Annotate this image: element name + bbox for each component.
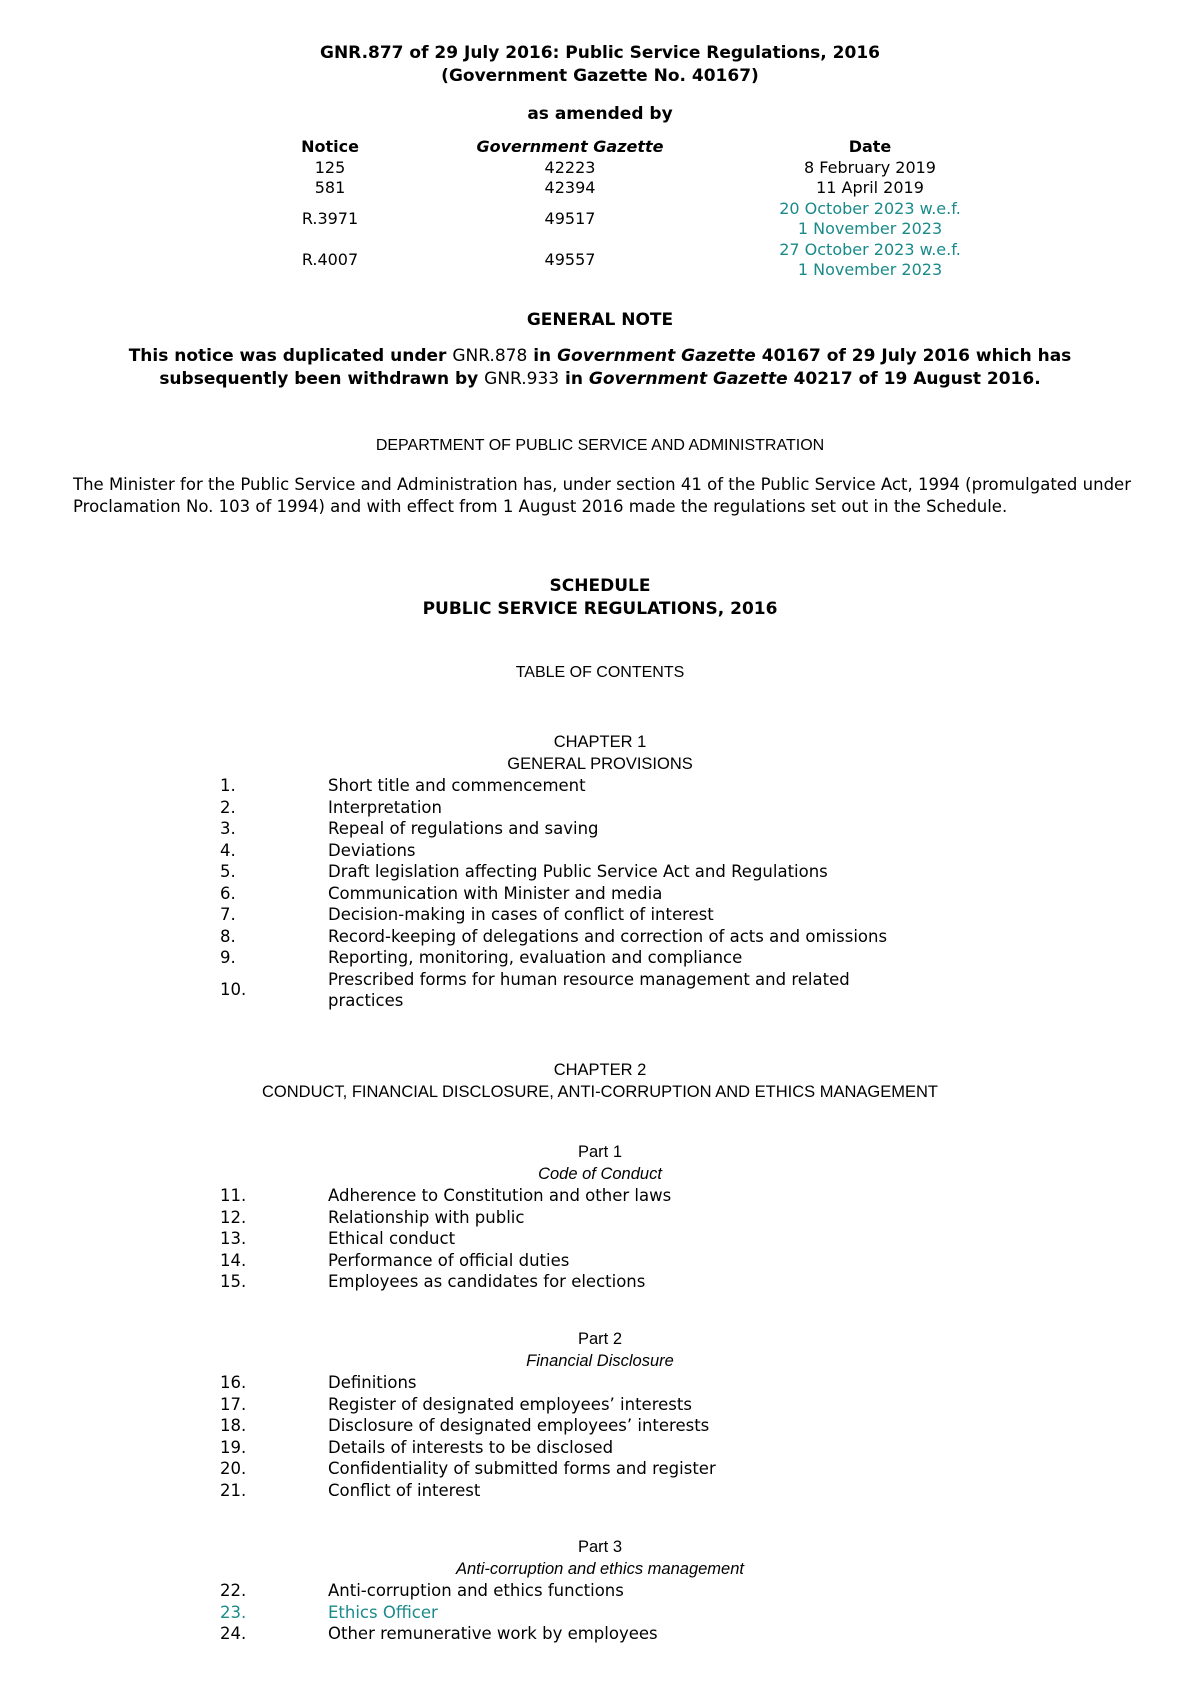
amendments-header-row xyxy=(270,137,990,158)
part-title: Financial Disclosure xyxy=(526,1351,674,1370)
part-title: Code of Conduct xyxy=(538,1164,662,1183)
toc-item-text[interactable]: Disclosure of designated employees’ interests xyxy=(328,1416,710,1435)
toc-item[interactable] xyxy=(220,861,980,883)
gn-text-part: 40217 of 19 August 2016. xyxy=(787,369,1041,389)
toc-item-number: 23. xyxy=(220,1602,247,1622)
toc-item-number: 18. xyxy=(220,1416,247,1435)
notice-cell: 125 xyxy=(314,157,346,177)
toc-item-text[interactable]: Deviations xyxy=(328,840,416,860)
toc-item-number: 7. xyxy=(220,905,236,924)
part-label: Part 2 xyxy=(577,1330,623,1348)
part-3-list xyxy=(220,1580,980,1645)
toc-item-number: 10. xyxy=(220,980,247,1000)
toc-item-text[interactable]: Relationship with public xyxy=(328,1207,525,1227)
gn-text-part: This notice was duplicated under xyxy=(128,346,453,366)
date-line-1: 8 February 2019 xyxy=(804,157,936,177)
toc-item-text[interactable]: Decision-making in cases of conflict of interest xyxy=(328,905,714,924)
toc-item-text[interactable]: Interpretation xyxy=(328,797,442,817)
chapter-1-list xyxy=(220,775,980,1012)
toc-item[interactable] xyxy=(220,1394,980,1416)
toc-item[interactable] xyxy=(220,775,980,797)
date-link-line-1[interactable]: 20 October 2023 w.e.f. xyxy=(779,198,961,218)
part-label: Part 1 xyxy=(577,1143,623,1161)
part-3-heading xyxy=(0,1537,1200,1580)
schedule-heading xyxy=(0,575,1200,621)
toc-item-number: 19. xyxy=(220,1437,247,1457)
toc-item[interactable] xyxy=(220,1623,980,1645)
date-cell xyxy=(750,178,990,199)
toc-item[interactable] xyxy=(220,1228,980,1250)
amendment-row xyxy=(270,199,990,240)
general-note-text xyxy=(80,345,1120,391)
ethics-officer-link[interactable]: Ethics Officer xyxy=(328,1602,438,1622)
toc-item-text[interactable]: Prescribed forms for human resource management and related practices xyxy=(328,969,850,1010)
intro-paragraph: The Minister for the Public Service and Administration has, under section 41 of the Public Service Act, 1994 (promulgated under Proclamation No. 103 of 1994) and with effect from 1 August 2016 made the regulations set out in the Schedule. xyxy=(73,475,1131,516)
toc-item-number: 6. xyxy=(220,883,236,903)
title-line-2: (Government Gazette No. 40167) xyxy=(441,66,759,86)
toc-item-number: 11. xyxy=(220,1186,247,1205)
toc-item-number: 3. xyxy=(220,819,236,838)
gn-text-part: in xyxy=(559,369,589,389)
toc-item-number: 20. xyxy=(220,1459,247,1478)
toc-item[interactable] xyxy=(220,1602,980,1624)
toc-item-number: 9. xyxy=(220,948,236,967)
toc-item-text[interactable]: Performance of official duties xyxy=(328,1250,570,1270)
toc-item[interactable] xyxy=(220,1207,980,1229)
date-link-line-2[interactable]: 1 November 2023 xyxy=(797,219,943,238)
notice-cell: 581 xyxy=(314,178,346,197)
notice-cell: R.4007 xyxy=(301,249,359,269)
toc-item[interactable] xyxy=(220,818,980,840)
toc-item[interactable] xyxy=(220,1271,980,1293)
column-header-date: Date xyxy=(848,137,892,156)
chapter-2-heading xyxy=(0,1060,1200,1103)
toc-item[interactable] xyxy=(220,1185,980,1207)
part-1-list xyxy=(220,1185,980,1293)
gazette-name: Government Gazette xyxy=(557,346,756,366)
gnr-878-reference: GNR.878 xyxy=(452,346,528,366)
toc-item[interactable] xyxy=(220,1250,980,1272)
toc-item-text[interactable]: Employees as candidates for elections xyxy=(328,1272,646,1291)
toc-item[interactable] xyxy=(220,926,980,948)
amendments-table xyxy=(270,137,990,281)
toc-item-text[interactable]: Communication with Minister and media xyxy=(328,883,663,903)
toc-item-text[interactable]: Anti-corruption and ethics functions xyxy=(328,1581,624,1600)
part-label: Part 3 xyxy=(577,1538,623,1556)
gazette-cell: 42394 xyxy=(544,178,596,197)
amended-by-label: as amended by xyxy=(527,104,673,124)
toc-item-text[interactable]: Other remunerative work by employees xyxy=(328,1624,658,1643)
toc-item-number: 12. xyxy=(220,1207,247,1227)
gazette-cell: 49557 xyxy=(544,249,596,269)
toc-item-number: 16. xyxy=(220,1373,247,1392)
chapter-title: GENERAL PROVISIONS xyxy=(507,754,693,773)
toc-item[interactable] xyxy=(220,1458,980,1480)
toc-item-text[interactable]: Adherence to Constitution and other laws xyxy=(328,1186,672,1205)
document-title xyxy=(0,42,1200,88)
toc-item-text[interactable]: Record-keeping of delegations and correction of acts and omissions xyxy=(328,926,888,946)
title-line-1: GNR.877 of 29 July 2016: Public Service Regulations, 2016 xyxy=(319,43,880,63)
toc-item-text[interactable]: Confidentiality of submitted forms and register xyxy=(328,1459,716,1478)
toc-item-number: 4. xyxy=(220,840,236,860)
toc-item-number: 13. xyxy=(220,1229,247,1248)
notice-cell: R.3971 xyxy=(301,208,359,228)
toc-item-number: 1. xyxy=(220,776,236,795)
toc-item[interactable] xyxy=(220,797,980,819)
chapter-label: CHAPTER 2 xyxy=(553,1061,647,1079)
toc-item[interactable] xyxy=(220,947,980,969)
amendment-row xyxy=(270,240,990,281)
toc-item-number: 8. xyxy=(220,926,236,946)
toc-item-number: 21. xyxy=(220,1480,247,1500)
toc-item-text[interactable]: Ethical conduct xyxy=(328,1229,456,1248)
toc-item-text[interactable]: Reporting, monitoring, evaluation and compliance xyxy=(328,948,743,967)
general-note-title: GENERAL NOTE xyxy=(526,310,674,330)
toc-item-number: 14. xyxy=(220,1250,247,1270)
chapter-label: CHAPTER 1 xyxy=(553,733,647,751)
part-2-heading xyxy=(0,1329,1200,1372)
schedule-line-2: PUBLIC SERVICE REGULATIONS, 2016 xyxy=(422,599,778,619)
date-cell[interactable] xyxy=(750,199,990,240)
chapter-title: CONDUCT, FINANCIAL DISCLOSURE, ANTI-CORRUPTION AND ETHICS MANAGEMENT xyxy=(262,1082,938,1101)
toc-item[interactable] xyxy=(220,904,980,926)
department-heading: DEPARTMENT OF PUBLIC SERVICE AND ADMINISTRATION xyxy=(375,437,825,454)
toc-item-number: 15. xyxy=(220,1272,247,1291)
gnr-933-reference: GNR.933 xyxy=(484,369,560,389)
column-header-notice: Notice xyxy=(301,137,359,156)
gn-text-part: in xyxy=(527,346,558,366)
toc-item-text[interactable]: Short title and commencement xyxy=(328,776,586,795)
column-header-gazette: Government Gazette xyxy=(476,137,664,156)
toc-item-text[interactable]: Draft legislation affecting Public Service Act and Regulations xyxy=(328,862,828,881)
date-cell[interactable] xyxy=(750,240,990,281)
toc-item[interactable] xyxy=(220,969,980,1012)
part-1-heading xyxy=(0,1142,1200,1185)
toc-item[interactable] xyxy=(220,1437,980,1459)
date-cell xyxy=(750,158,990,179)
amendment-row xyxy=(270,178,990,199)
gazette-cell: 42223 xyxy=(544,157,596,177)
toc-item-text[interactable]: Repeal of regulations and saving xyxy=(328,819,599,838)
date-link-line-2[interactable]: 1 November 2023 xyxy=(797,260,943,279)
schedule-line-1: SCHEDULE xyxy=(549,576,651,596)
toc-item-number: 22. xyxy=(220,1581,247,1600)
gazette-name: Government Gazette xyxy=(588,369,788,389)
toc-item-text[interactable]: Details of interests to be disclosed xyxy=(328,1437,614,1457)
gn-text-part: 40167 of 29 July 2016 which has subsequently been withdrawn by xyxy=(159,346,1072,389)
gazette-cell: 49517 xyxy=(544,208,596,228)
toc-title: TABLE OF CONTENTS xyxy=(515,664,685,681)
toc-item-text[interactable]: Register of designated employees’ interests xyxy=(328,1394,692,1414)
toc-item-number: 24. xyxy=(220,1624,247,1643)
toc-item-number: 2. xyxy=(220,797,236,817)
date-link-line-1[interactable]: 27 October 2023 w.e.f. xyxy=(779,239,961,259)
amendment-row xyxy=(270,158,990,179)
toc-item-text[interactable]: Definitions xyxy=(328,1373,417,1392)
toc-item-number: 17. xyxy=(220,1394,247,1414)
toc-item[interactable] xyxy=(220,1580,980,1602)
part-title: Anti-corruption and ethics management xyxy=(456,1559,744,1578)
toc-item-number: 5. xyxy=(220,862,236,881)
toc-item[interactable] xyxy=(220,1415,980,1437)
date-line-1: 11 April 2019 xyxy=(816,178,924,197)
toc-item[interactable] xyxy=(220,1372,980,1394)
toc-item[interactable] xyxy=(220,883,980,905)
chapter-1-heading xyxy=(0,732,1200,775)
toc-item[interactable] xyxy=(220,1480,980,1502)
part-2-list xyxy=(220,1372,980,1501)
toc-item[interactable] xyxy=(220,840,980,862)
toc-item-text[interactable]: Conflict of interest xyxy=(328,1480,481,1500)
